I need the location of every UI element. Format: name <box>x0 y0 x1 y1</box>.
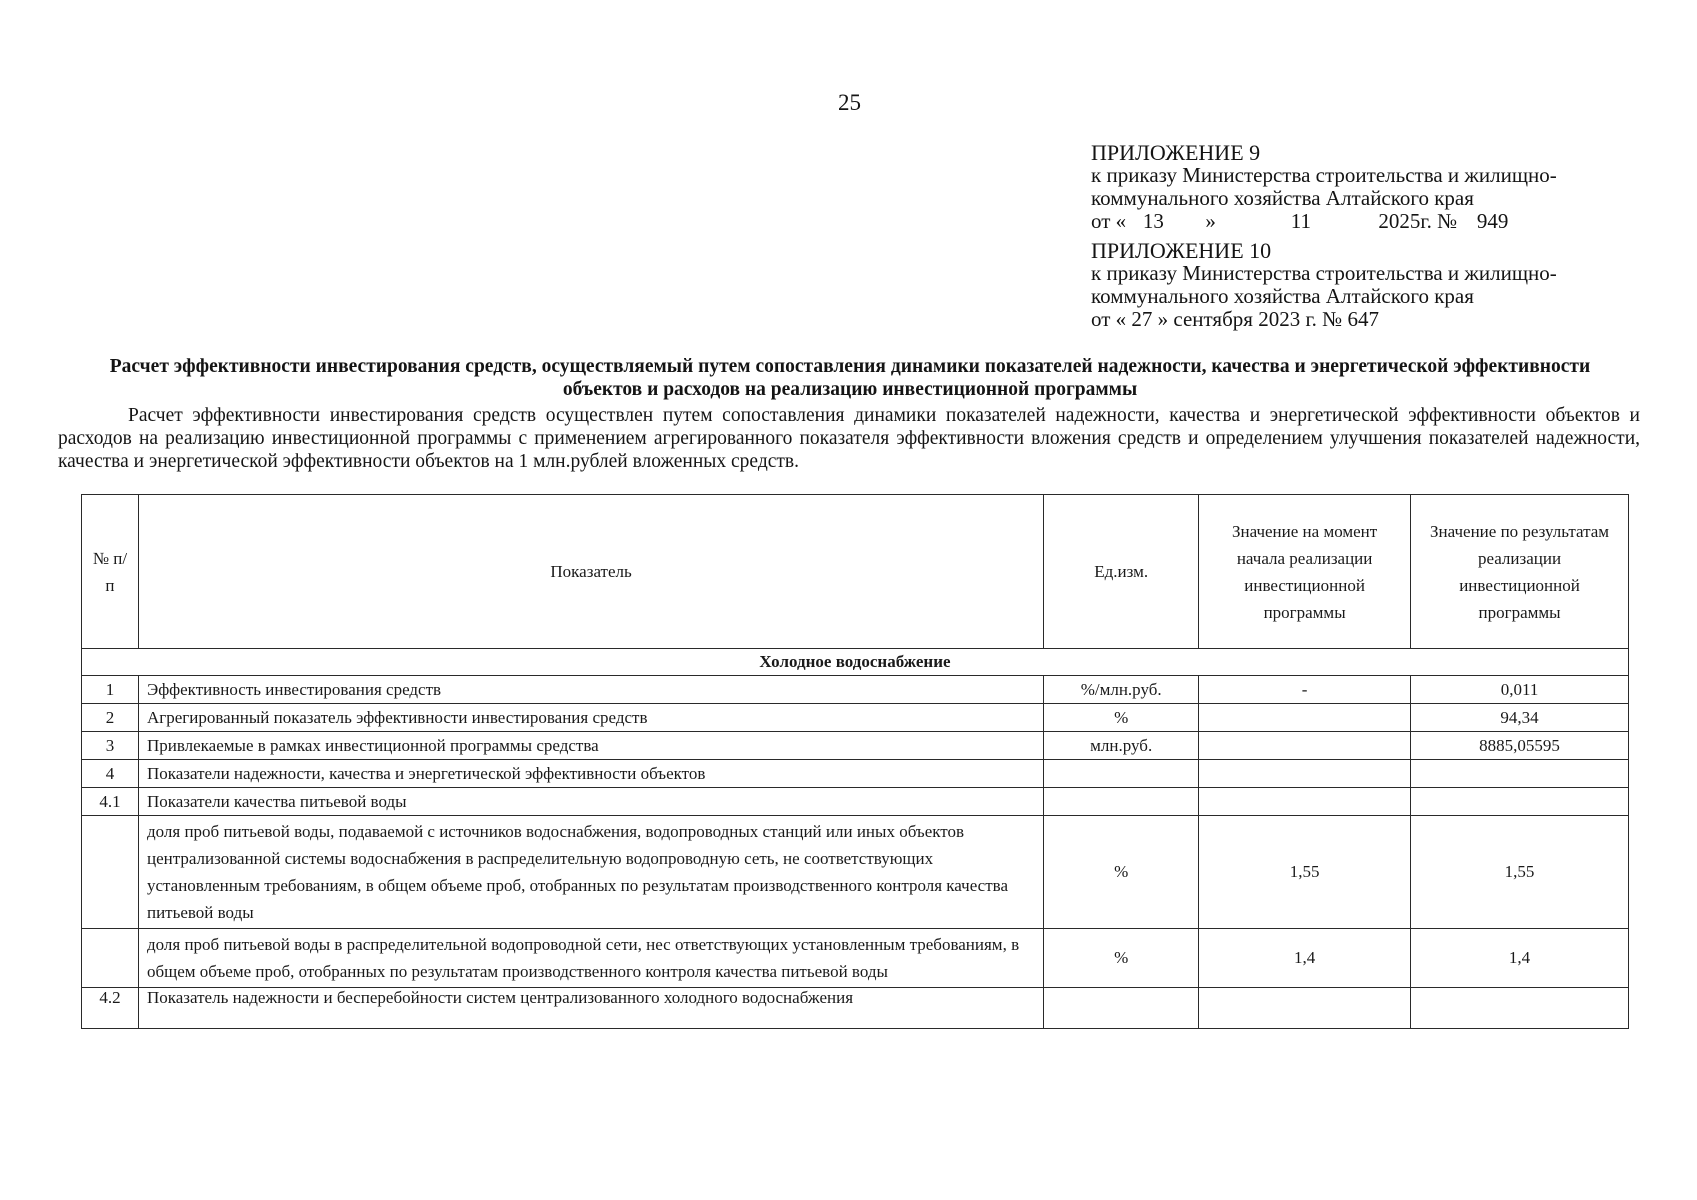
cell-result <box>1411 760 1629 788</box>
cell-indicator: Показатели надежности, качества и энергетической эффективности объектов <box>138 760 1043 788</box>
cell-indicator: Показатели качества питьевой воды <box>138 788 1043 816</box>
cell-result: 1,55 <box>1411 816 1629 929</box>
table-row <box>82 929 1629 988</box>
header-result-value: Значение по результатам реализации инвестиционной программы <box>1411 495 1629 649</box>
date-prefix: от « <box>1091 209 1127 233</box>
cell-num: 4 <box>82 760 139 788</box>
appendix-10-date-line: от « 27 » сентября 2023 г. № 647 <box>1091 307 1379 331</box>
date-quote-close: » <box>1205 209 1216 233</box>
cell-unit: %/млн.руб. <box>1044 676 1199 704</box>
cell-result: 94,34 <box>1411 704 1629 732</box>
cell-num: 1 <box>82 676 139 704</box>
cell-num: 4.1 <box>82 788 139 816</box>
cell-result: 1,4 <box>1411 929 1629 988</box>
table-row <box>82 816 1629 929</box>
cell-start: 1,4 <box>1199 929 1411 988</box>
header-start-value: Значение на момент начала реализации инвестиционной программы <box>1199 495 1411 649</box>
date-day: 13 <box>1142 209 1164 233</box>
section-row <box>82 649 1629 676</box>
table-row <box>82 704 1629 732</box>
table-row <box>82 732 1629 760</box>
cell-unit <box>1044 988 1199 1029</box>
cell-start <box>1199 760 1411 788</box>
appendix-9-block <box>1091 141 1557 233</box>
page-number: 25 <box>838 90 861 115</box>
table-row <box>82 788 1629 816</box>
header-unit: Ед.изм. <box>1044 495 1199 649</box>
cell-start <box>1199 732 1411 760</box>
cell-indicator: Агрегированный показатель эффективности инвестирования средств <box>138 704 1043 732</box>
appendix-9-line2: коммунального хозяйства Алтайского края <box>1091 186 1474 210</box>
cell-start <box>1199 704 1411 732</box>
cell-start: - <box>1199 676 1411 704</box>
cell-start: 1,55 <box>1199 816 1411 929</box>
cell-num: 4.2 <box>82 988 139 1029</box>
appendix-9-date-line <box>1091 210 1557 233</box>
cell-unit <box>1044 760 1199 788</box>
cell-start <box>1199 988 1411 1029</box>
intro-text: Расчет эффективности инвестирования средств осуществлен путем сопоставления динамики показателей надежности, качества и энергетической эффективности объектов и расходов на реализацию инвестиционной программы с применением агрегированного показателя эффективности вложения средств и определением улучшения показателей надежности, качества и энергетической эффективности объектов на 1 млн.рублей вложенных средств. <box>58 405 1640 472</box>
cell-num: 3 <box>82 732 139 760</box>
order-number: 949 <box>1476 209 1509 233</box>
cell-indicator: Привлекаемые в рамках инвестиционной программы средства <box>138 732 1043 760</box>
date-month: 11 <box>1290 209 1312 233</box>
cell-result <box>1411 788 1629 816</box>
header-indicator: Показатель <box>138 495 1043 649</box>
cell-unit: % <box>1044 704 1199 732</box>
cell-num <box>82 929 139 988</box>
cell-indicator: Показатель надежности и бесперебойности систем централизованного холодного водоснабжения <box>138 988 1043 1029</box>
indicators-table <box>81 494 1629 1029</box>
cell-num <box>82 816 139 929</box>
cell-unit: % <box>1044 929 1199 988</box>
table-header-row <box>82 495 1629 649</box>
appendix-9-title: ПРИЛОЖЕНИЕ 9 <box>1091 140 1261 165</box>
cell-unit <box>1044 788 1199 816</box>
appendix-9-line1: к приказу Министерства строительства и жилищно- <box>1091 163 1557 187</box>
cell-indicator: доля проб питьевой воды в распределительной водопроводной сети, нес ответствующих установленным требованиям, в общем объеме проб, отобранных по результатам производственного контроля качества питьевой воды <box>138 929 1043 988</box>
appendix-10-line1: к приказу Министерства строительства и жилищно- <box>1091 261 1557 285</box>
cell-num: 2 <box>82 704 139 732</box>
table-row <box>82 760 1629 788</box>
cell-unit: млн.руб. <box>1044 732 1199 760</box>
cell-unit: % <box>1044 816 1199 929</box>
cell-result: 8885,05595 <box>1411 732 1629 760</box>
date-year: 2025г. № <box>1378 209 1458 233</box>
cell-result: 0,011 <box>1411 676 1629 704</box>
cell-result <box>1411 988 1629 1029</box>
appendix-10-title: ПРИЛОЖЕНИЕ 10 <box>1091 238 1272 263</box>
intro-paragraph <box>58 404 1640 473</box>
table-row <box>82 988 1629 1029</box>
cell-indicator: Эффективность инвестирования средств <box>138 676 1043 704</box>
cell-start <box>1199 788 1411 816</box>
appendix-10-block <box>1091 239 1557 331</box>
section-title: Холодное водоснабжение <box>82 649 1629 676</box>
cell-indicator: доля проб питьевой воды, подаваемой с источников водоснабжения, водопроводных станций или иных объектов централизованной системы водоснабжения в распределительную водопроводную сеть, не соответствующих установленным требованиям, в общем объеме проб, отобранных по результатам производственного контроля качества питьевой воды <box>138 816 1043 929</box>
table-row <box>82 676 1629 704</box>
header-num: № п/п <box>82 495 139 649</box>
appendix-10-line2: коммунального хозяйства Алтайского края <box>1091 284 1474 308</box>
document-title: Расчет эффективности инвестирования средств, осуществляемый путем сопоставления динамики показателей надежности, качества и энергетической эффективности объектов и расходов на реализацию инвестиционной программы <box>109 356 1591 400</box>
